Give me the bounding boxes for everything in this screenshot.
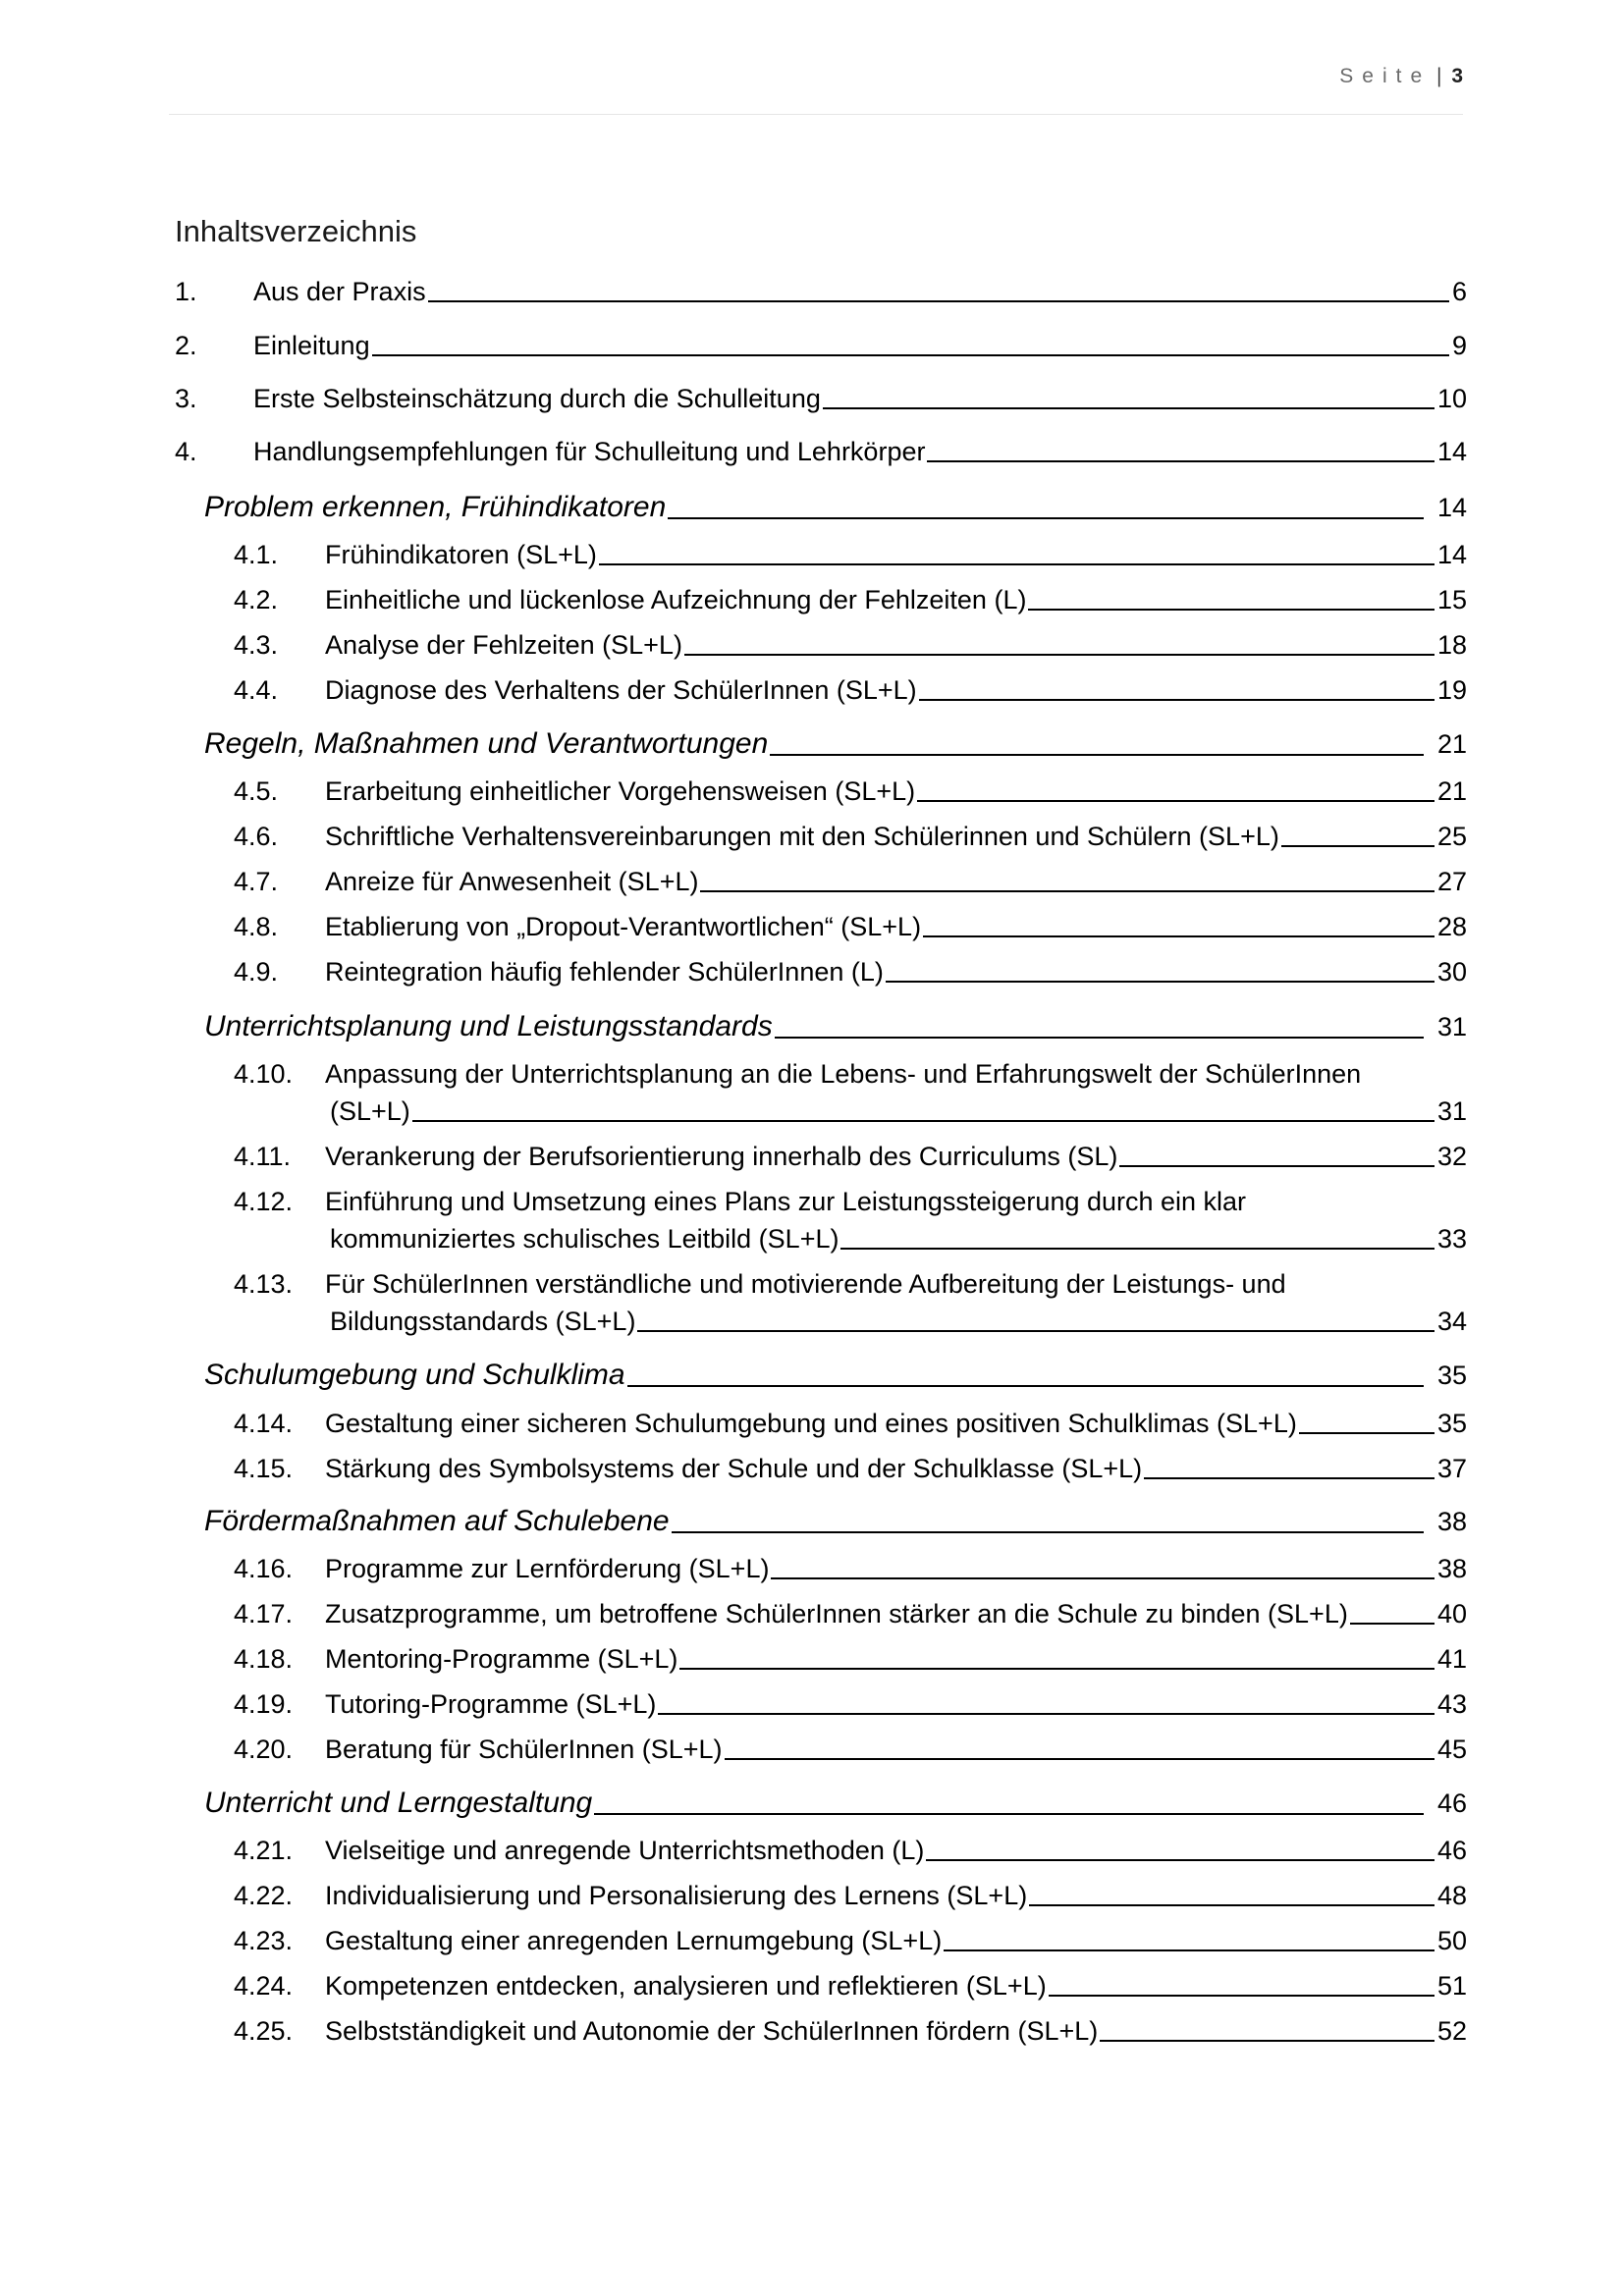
toc-entry-title: Aus der Praxis [253, 277, 426, 306]
toc-entry-4-5[interactable] [175, 773, 1467, 810]
toc-section-foerdermassnahmen[interactable] [204, 1502, 1467, 1541]
toc-entry-page: 19 [1436, 675, 1467, 705]
toc-entry-page: 28 [1436, 912, 1467, 941]
toc-entry-number: 4.23. [234, 1926, 294, 1955]
toc-entry-title-line2: Bildungsstandards (SL+L) [330, 1307, 636, 1336]
toc-leader [372, 354, 1449, 356]
toc-leader [1029, 1904, 1435, 1906]
toc-entry-page: 35 [1436, 1361, 1467, 1390]
toc-leader [1028, 609, 1435, 611]
toc-entry-number: 4.17. [234, 1599, 294, 1629]
toc-entry-4-23[interactable] [175, 1922, 1467, 1959]
toc-entry-page: 43 [1436, 1689, 1467, 1719]
toc-entry-number: 4.5. [234, 776, 279, 806]
toc-leader [1100, 2040, 1435, 2042]
toc-leader [775, 1037, 1424, 1039]
toc-section-schulumgebung[interactable] [204, 1356, 1467, 1395]
toc-entry-4-12[interactable] [234, 1183, 1467, 1257]
toc-entry-page: 40 [1436, 1599, 1467, 1629]
toc-entry-number: 4.8. [234, 912, 279, 941]
header-separator: | [1436, 65, 1442, 87]
toc-section-title: Unterricht und Lerngestaltung [204, 1787, 593, 1819]
toc-leader [923, 935, 1435, 937]
toc-leader [627, 1385, 1424, 1387]
toc-entry-page: 46 [1436, 1836, 1467, 1865]
toc-entry-title: Reintegration häufig fehlender SchülerInnen (L) [325, 957, 884, 987]
toc-entry-title: Schriftliche Verhaltensvereinbarungen mit den Schülerinnen und Schülern (SL+L) [325, 822, 1279, 851]
toc-entry-page: 14 [1436, 493, 1467, 522]
toc-entry-4-8[interactable] [175, 908, 1467, 945]
toc-leader [917, 800, 1435, 802]
toc-entry-title: Erste Selbsteinschätzung durch die Schulleitung [253, 384, 821, 413]
toc-leader [926, 1859, 1435, 1861]
toc-leader [599, 563, 1435, 565]
toc-entry-4-15[interactable] [175, 1450, 1467, 1487]
toc-entry-title: Einheitliche und lückenlose Aufzeichnung der Fehlzeiten (L) [325, 585, 1027, 614]
toc-entry-4-4[interactable] [175, 671, 1467, 709]
toc-entry-title: Stärkung des Symbolsystems der Schule und der Schulklasse (SL+L) [325, 1454, 1143, 1483]
toc-entry-title: Analyse der Fehlzeiten (SL+L) [325, 630, 682, 660]
toc-entry-4-19[interactable] [175, 1685, 1467, 1723]
toc-entry-page: 14 [1436, 437, 1467, 466]
toc-entry-number: 3. [175, 384, 197, 413]
toc-entry-title-line1: Einführung und Umsetzung eines Plans zur Leistungssteigerung durch ein klar [325, 1187, 1247, 1216]
toc-entry-4-17[interactable] [175, 1595, 1467, 1632]
toc-entry-number: 4.1. [234, 540, 279, 569]
toc-entry-4-13[interactable] [234, 1265, 1467, 1340]
toc-entry-title: Kompetenzen entdecken, analysieren und reflektieren (SL+L) [325, 1971, 1047, 2001]
toc-entry-number: 4.4. [234, 675, 279, 705]
toc-leader [637, 1330, 1435, 1332]
toc-leader [1144, 1477, 1435, 1479]
toc-entry-title: Tutoring-Programme (SL+L) [325, 1689, 657, 1719]
toc-entry-number: 4.9. [234, 957, 279, 987]
toc-entry-page: 9 [1451, 331, 1467, 360]
toc-entry-title-line2: kommuniziertes schulisches Leitbild (SL+L) [330, 1224, 839, 1254]
toc-entry-page: 25 [1436, 822, 1467, 851]
toc-leader [919, 699, 1435, 701]
toc-entry-4-25[interactable] [175, 2012, 1467, 2050]
toc-section-problem-erkennen[interactable] [204, 488, 1467, 527]
toc-entry-number: 4.12. [234, 1187, 294, 1216]
toc-leader [725, 1758, 1435, 1760]
toc-entry-number: 1. [175, 277, 197, 306]
toc-leader [823, 407, 1435, 409]
toc-entry-page: 31 [1436, 1012, 1467, 1041]
toc-entry-number: 4.22. [234, 1881, 294, 1910]
toc-entry-4-21[interactable] [175, 1832, 1467, 1869]
toc-entry-4-16[interactable] [175, 1550, 1467, 1587]
toc-leader [944, 1949, 1435, 1951]
toc-entry-number: 4.3. [234, 630, 279, 660]
toc-entry-page: 6 [1451, 277, 1467, 306]
toc-section-title: Problem erkennen, Frühindikatoren [204, 491, 667, 523]
toc-section-unterricht-lerngestaltung[interactable] [204, 1784, 1467, 1823]
toc-entry-number: 4.6. [234, 822, 279, 851]
toc-section-regeln[interactable] [204, 724, 1467, 764]
toc-entry-number: 4. [175, 437, 197, 466]
toc-entry-title: Gestaltung einer sicheren Schulumgebung und eines positiven Schulklimas (SL+L) [325, 1409, 1297, 1438]
toc-leader [428, 300, 1449, 302]
toc-entry-title: Handlungsempfehlungen für Schulleitung und Lehrkörper [253, 437, 926, 466]
toc-entry-title: Zusatzprogramme, um betroffene SchülerInnen stärker an die Schule zu binden (SL+L) [325, 1599, 1348, 1629]
toc-entry-page: 48 [1436, 1881, 1467, 1910]
toc-entry-title: Selbstständigkeit und Autonomie der SchülerInnen fördern (SL+L) [325, 2016, 1099, 2046]
toc-entry-4-24[interactable] [175, 1967, 1467, 2004]
toc-entry-4-7[interactable] [175, 863, 1467, 900]
toc-leader [927, 460, 1434, 462]
toc-leader [886, 981, 1435, 983]
page-header [169, 65, 1463, 115]
toc-entry-4-18[interactable] [175, 1640, 1467, 1678]
toc-entry-page: 33 [1436, 1224, 1467, 1254]
toc-entry-title-line1: Für SchülerInnen verständliche und motivierende Aufbereitung der Leistungs- und [325, 1269, 1286, 1299]
toc-leader [770, 754, 1424, 756]
toc-leader [1119, 1165, 1435, 1167]
toc-leader [1299, 1432, 1435, 1434]
toc-entry-page: 41 [1436, 1644, 1467, 1674]
toc-entry-number: 4.21. [234, 1836, 294, 1865]
toc-entry-page: 30 [1436, 957, 1467, 987]
toc-entry-page: 45 [1436, 1735, 1467, 1764]
toc-entry-title: Vielseitige und anregende Unterrichtsmethoden (L) [325, 1836, 925, 1865]
toc-entry-page: 35 [1436, 1409, 1467, 1438]
toc-section-title: Fördermaßnahmen auf Schulebene [204, 1505, 670, 1537]
toc-section-title: Schulumgebung und Schulklima [204, 1359, 625, 1391]
toc-entry-title-line2: (SL+L) [330, 1096, 410, 1126]
toc-entry-page: 27 [1436, 867, 1467, 896]
toc-entry-number: 4.7. [234, 867, 279, 896]
toc-entry-number: 4.19. [234, 1689, 294, 1719]
toc-entry-page: 10 [1436, 384, 1467, 413]
toc-entry-title: Gestaltung einer anregenden Lernumgebung (SL+L) [325, 1926, 943, 1955]
toc-section-title: Regeln, Maßnahmen und Verantwortungen [204, 727, 769, 760]
toc-entry-page: 32 [1436, 1142, 1467, 1171]
toc-entry-title: Einleitung [253, 331, 370, 360]
toc-entry-3[interactable] [175, 380, 1467, 417]
toc-leader [668, 517, 1424, 519]
toc-entry-title: Verankerung der Berufsorientierung innerhalb des Curriculums (SL) [325, 1142, 1118, 1171]
toc-entry-page: 51 [1436, 1971, 1467, 2001]
toc-entry-page: 14 [1436, 540, 1467, 569]
toc-entry-number: 2. [175, 331, 197, 360]
toc-entry-number: 4.13. [234, 1269, 294, 1299]
toc-entry-number: 4.2. [234, 585, 279, 614]
toc-entry-number: 4.10. [234, 1059, 294, 1089]
toc-leader [1281, 845, 1435, 847]
toc-entry-1[interactable] [175, 273, 1467, 310]
toc-entry-title: Etablierung von „Dropout-Verantwortlichen“ (SL+L) [325, 912, 922, 941]
toc-leader [594, 1813, 1424, 1815]
toc-entry-number: 4.20. [234, 1735, 294, 1764]
toc-entry-title-line1: Anpassung der Unterrichtsplanung an die Lebens- und Erfahrungswelt der SchülerInnen [325, 1059, 1362, 1089]
toc-entry-page: 46 [1436, 1789, 1467, 1818]
toc-entry-4-1[interactable] [175, 536, 1467, 573]
toc-entry-4-11[interactable] [175, 1138, 1467, 1175]
toc-leader [412, 1120, 1435, 1122]
header-page-number: 3 [1451, 65, 1463, 87]
toc-entry-4-10[interactable] [234, 1055, 1467, 1130]
toc-entry-page: 37 [1436, 1454, 1467, 1483]
toc-entry-4-3[interactable] [175, 626, 1467, 664]
toc-entry-title: Programme zur Lernförderung (SL+L) [325, 1554, 770, 1583]
toc-title: Inhaltsverzeichnis [175, 214, 417, 248]
toc-entry-page: 52 [1436, 2016, 1467, 2046]
toc-entry-title: Mentoring-Programme (SL+L) [325, 1644, 678, 1674]
toc-entry-page: 50 [1436, 1926, 1467, 1955]
toc-entry-4-22[interactable] [175, 1877, 1467, 1914]
toc-section-unterrichtsplanung[interactable] [204, 1007, 1467, 1046]
toc-entry-page: 31 [1436, 1096, 1467, 1126]
toc-leader [1350, 1623, 1435, 1625]
toc-entry-4-9[interactable] [175, 953, 1467, 990]
toc-entry-number: 4.25. [234, 2016, 294, 2046]
toc-entry-page: 15 [1436, 585, 1467, 614]
toc-entry-title: Individualisierung und Personalisierung des Lernens (SL+L) [325, 1881, 1028, 1910]
toc-entry-title: Anreize für Anwesenheit (SL+L) [325, 867, 699, 896]
toc-entry-number: 4.16. [234, 1554, 294, 1583]
toc-entry-title: Erarbeitung einheitlicher Vorgehensweisen (SL+L) [325, 776, 916, 806]
toc-entry-4-14[interactable] [175, 1405, 1467, 1442]
toc-leader [684, 654, 1435, 656]
toc-entry-4[interactable] [175, 433, 1467, 470]
toc-leader [1049, 1995, 1435, 1997]
toc-entry-title: Diagnose des Verhaltens der SchülerInnen (SL+L) [325, 675, 917, 705]
toc-entry-4-2[interactable] [175, 581, 1467, 618]
toc-entry-title: Beratung für SchülerInnen (SL+L) [325, 1735, 723, 1764]
header-seite: Seite [1339, 65, 1432, 87]
toc-leader [840, 1248, 1434, 1250]
toc-entry-page: 21 [1436, 776, 1467, 806]
toc-leader [658, 1713, 1435, 1715]
toc-entry-page: 38 [1436, 1554, 1467, 1583]
toc-entry-page: 21 [1436, 729, 1467, 759]
toc-entry-number: 4.15. [234, 1454, 294, 1483]
toc-entry-page: 38 [1436, 1507, 1467, 1536]
toc-entry-4-20[interactable] [175, 1731, 1467, 1768]
toc-entry-number: 4.24. [234, 1971, 294, 2001]
toc-leader [679, 1668, 1435, 1670]
toc-leader [672, 1531, 1424, 1533]
toc-leader [771, 1577, 1434, 1579]
toc-entry-2[interactable] [175, 327, 1467, 364]
toc-entry-4-6[interactable] [175, 818, 1467, 855]
toc-entry-number: 4.14. [234, 1409, 294, 1438]
toc-section-title: Unterrichtsplanung und Leistungsstandards [204, 1010, 773, 1042]
toc-entry-page: 18 [1436, 630, 1467, 660]
toc-entry-page: 34 [1436, 1307, 1467, 1336]
toc-entry-number: 4.11. [234, 1142, 292, 1171]
toc-leader [700, 890, 1434, 892]
toc-entry-title: Frühindikatoren (SL+L) [325, 540, 597, 569]
toc-entry-number: 4.18. [234, 1644, 294, 1674]
